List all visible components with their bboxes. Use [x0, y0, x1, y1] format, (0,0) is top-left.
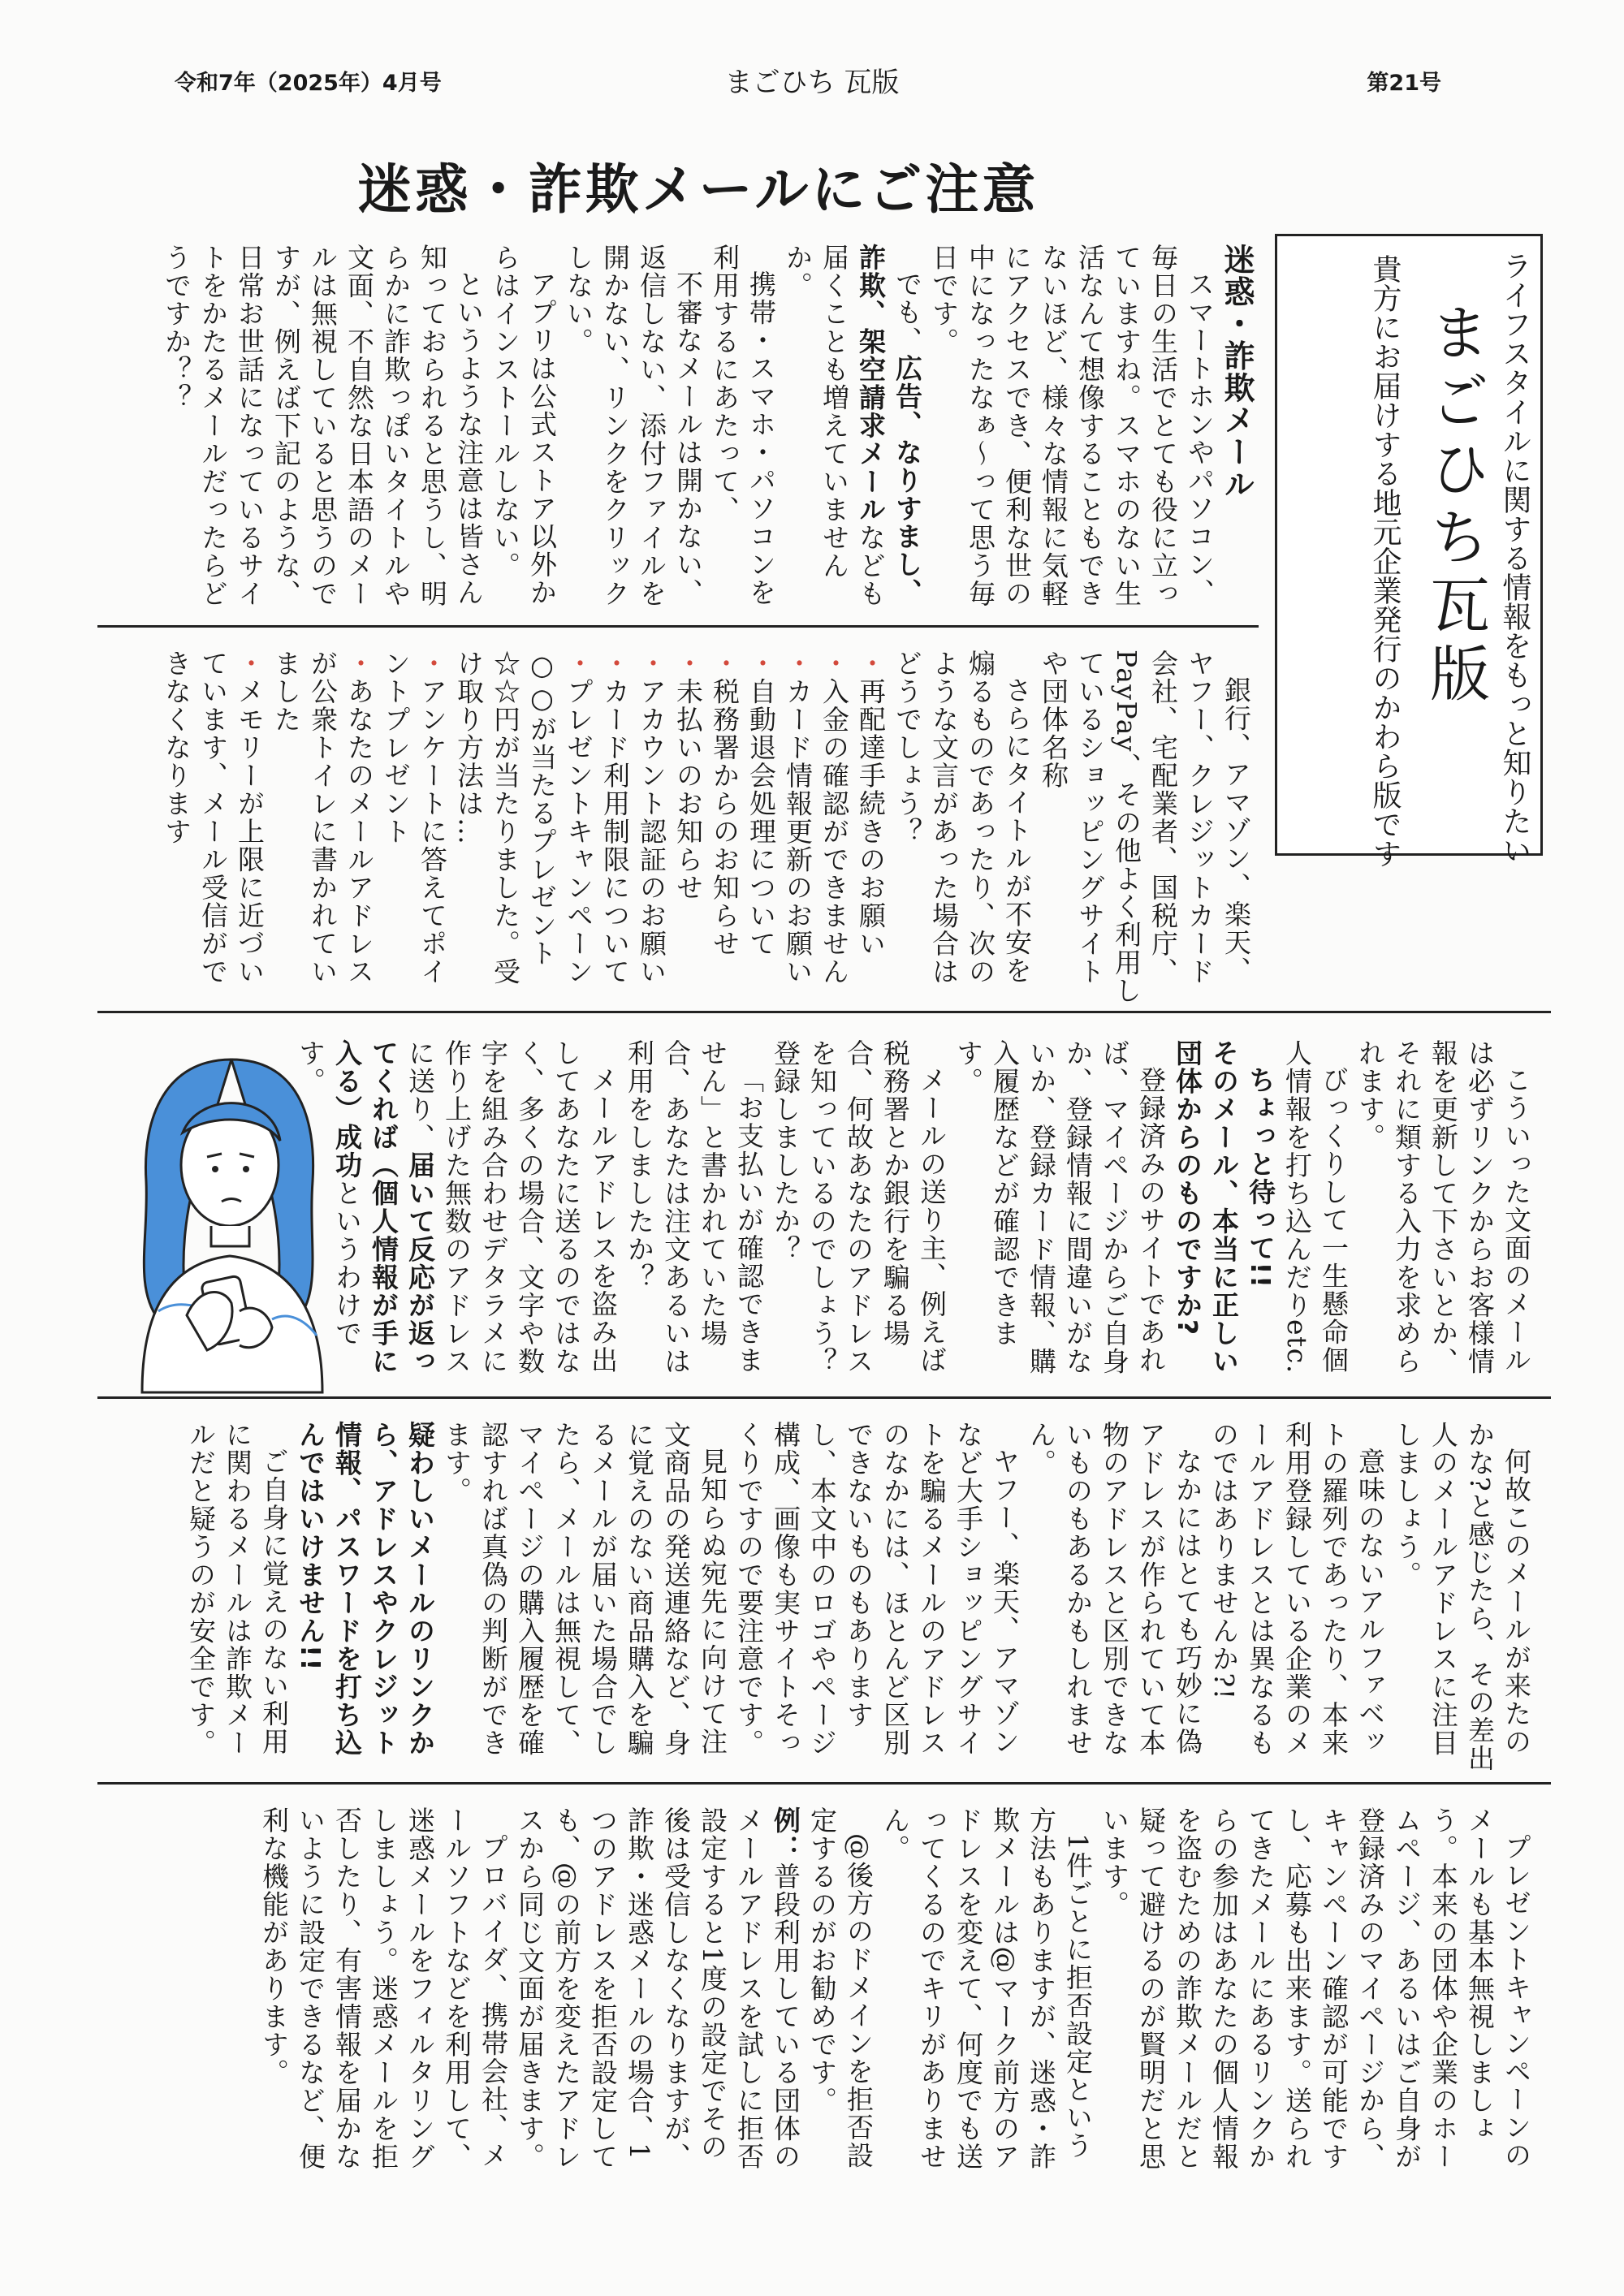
woman-with-phone-illustration [110, 1043, 353, 1392]
issue-number: 第21号 [1367, 71, 1441, 96]
list-item: ・ 再配達手続きのお願い [853, 650, 889, 1007]
paragraph: 1件ごとに拒否設定という方法もありますが、迷惑・詐欺メールは@マーク前方のアドレスを変えて、何度でも送ってくるのでキリがありません。 [879, 1806, 1094, 2171]
paragraph: びっくりして一生懸命個人情報を打ち込んだりetc. [1281, 1039, 1350, 1375]
brand-tagline-2: 貴方にお届けする地元企業発行のかわら版です [1368, 254, 1402, 868]
list-item: ・ 税務署からのお知らせ [706, 650, 743, 1007]
section-intro [114, 244, 1255, 629]
paragraph: プレゼントキャンペーンのメールも基本無視しましょう。本来の団体や企業のホームページ、あるいはご自身が登録済みのマイページから、キャンペーン確認が可能ですし、応募も出来ます。送られてきたメールにあるリンクからの参加はあなたの個人情報を盗むための詐欺メールだと疑って避けるのが賢明だと思います。 [1099, 1806, 1532, 2171]
paragraph: 見知らぬ宛先に向けて注文商品の発送連絡など、身に覚えのない商品購入を騙るメールが届いた場合でしたら、メールは無視して、マイページの購入履歴を確認すれば真偽の判断ができます。 [441, 1421, 728, 1757]
issue-date: 令和7年（2025年）4月号 [175, 71, 442, 96]
paragraph: プロバイダ、携帯会社、メールソフトなどを利用して、迷惑メールをフィルタリングしましょう。迷惑メールを拒否したり、有害情報を届かないように設定できるなど、便利な機能があります。 [258, 1806, 509, 2171]
page-title: 迷惑・詐欺メールにご注意 [357, 158, 1039, 221]
paragraph: メールの送り主、例えば税務署とか銀行を騙る場合、何故あなたのアドレスを知っているのでしょう？登録しましたか？ [770, 1039, 948, 1375]
paragraph: 銀行、アマゾン、楽天、ヤフー、クレジットカード会社、宅配業者、国税庁、PayPay、その他よく利用しているショッピングサイトや団体名称 [1038, 650, 1252, 1005]
section-check [295, 1039, 1535, 1396]
paragraph: ヤフー、楽天、アマゾンなど大手ショッピングサイトを騙るメールのアドレスのなかには、ほとんど区別できないものもありますし、本文中のロゴやページ構成、画像も実サイトそっくりですので要注意です。 [733, 1421, 1021, 1757]
paragraph: 不審なメールは開かない、返信しない、添付ファイルを開かない、リンクをクリックしない。 [563, 244, 704, 608]
list-item: ・ メモリーが上限に近づいています、メール受信ができなくなります [158, 650, 268, 1007]
list-item: ・ アカウント認証のお願い [633, 650, 670, 1007]
paragraph: というような注意は皆さん知っておられると思うし、明らかに詐欺っぽいタイトルや文面、不自然な日本語のメールは無視していると思うのですが、例えば下記のような、日常お世話になっているサイトをかたるメールだったらどうですか？？ [161, 244, 485, 608]
paragraph: 登録済みのサイトであれば、マイページからご自身か、登録情報に間違いがないか、登録カード情報、購入履歴などが確認できます。 [952, 1039, 1167, 1375]
paragraph: アプリは公式ストア以外からはインストールしない。 [490, 244, 558, 606]
paragraph: 意味のないアルファベットの羅列であったり、本来利用登録している企業のメールアドレスとは異なるものではありませんか?! [1208, 1421, 1386, 1757]
paragraph: なかにはとても巧妙に偽アドレスが作られていて本物のアドレスと区別できないものもあるかもしれません。 [1026, 1421, 1203, 1757]
paragraph: さらにタイトルが不安を煽るものであったり、次のような文言があった場合はどうでしょう？ [892, 650, 1033, 986]
brand-tagline-1: ライフスタイルに関する情報をもっと知りたい [1498, 251, 1531, 865]
paragraph: 携帯・スマホ・パソコンを利用するにあたって、 [709, 244, 777, 606]
section-divider [97, 1782, 1551, 1785]
section-divider [97, 1396, 1551, 1399]
list-item: ・ 未払いのお知らせ [670, 650, 706, 1007]
paragraph: 疑わしいメールのリンクから、アドレスやクレジット情報、パスワードを打ち込んではいけません!! [295, 1421, 436, 1757]
paragraph: スマートホンやパソコン、毎日の生活でとても役に立っていますね。スマホのない生活なんて想像することもできないほど、様々な情報に気軽にアクセスでき、便利な世の中になったなぁ～って思う毎日です。 [928, 244, 1216, 608]
list-item: ・ 自動退会処理について [743, 650, 780, 1007]
paragraph: メールアドレスを盗み出してあなたに送るのではなく、多くの場合、文字や数字を組み合わせデタラメに作り上げた無数のアドレスに送り、届いて反応が返ってくれば（個人情報が手に入る）成功というわけです。 [295, 1039, 619, 1375]
publication-name: まごひち 瓦版 [724, 67, 900, 99]
list-item: ・ カード情報更新のお願い [780, 650, 816, 1007]
list-item: ・ カード利用制限について [597, 650, 633, 1007]
section-sender-address [185, 1421, 1535, 1778]
paragraph: こういった文面のメールは必ずリンクからお客様情報を更新して下さいとか、それに類する入力を求められます。 [1354, 1039, 1532, 1375]
paragraph: でも、広告、なりすまし、詐欺、架空請求メールなども届くことも増えていませんか。 [782, 244, 923, 608]
section-heading: 迷惑・詐欺メール [1219, 244, 1255, 500]
paragraph: そのメール、本当に正しい団体からのものですか? [1172, 1039, 1240, 1375]
list-item: ・ プレゼントキャンペーン○○が当たるプレゼント☆☆円が当たりました。受け取り方法は… [451, 650, 597, 1007]
section-divider [97, 1011, 1551, 1013]
list-item: ・ アンケートに答えてポイントプレゼント [378, 650, 451, 1007]
list-item: ・ 入金の確認ができません [816, 650, 853, 1007]
paragraph: 何故このメールが来たのかな?と感じたら、その差出人のメールアドレスに注目しましょう。 [1391, 1421, 1532, 1773]
brand-box [1275, 234, 1543, 868]
paragraph: 「お支払いが確認できません」と書かれていた場合、あなたは注文あるいは利用をしましたか？ [624, 1039, 765, 1375]
paragraph: ちょっと待って!! [1245, 1066, 1276, 1289]
paragraph: ご自身に覚えのない利用に関わるメールは詐欺メールだと疑うのが安全です。 [185, 1421, 290, 1757]
paragraph: @後方のドメインを拒否設定するのがお勧めです。 [806, 1806, 875, 2169]
list-item: ・ あなたのメールアドレスが公衆トイレに書かれていました [268, 650, 378, 1007]
section-divider [97, 625, 1259, 628]
section-filtering [162, 1806, 1535, 2176]
brand-title: まごひち瓦版 [1420, 301, 1490, 710]
section-examples [161, 650, 1255, 1007]
paragraph: 例：普段利用している団体のメールアドレスを試しに拒否設定すると1度の設定でその後は受信しなくなりますが、詐欺・迷惑メールの場合、1つのアドレスを拒否設定しても、@の前方を変えたアドレスから同じ文面が届きます。 [514, 1806, 801, 2171]
